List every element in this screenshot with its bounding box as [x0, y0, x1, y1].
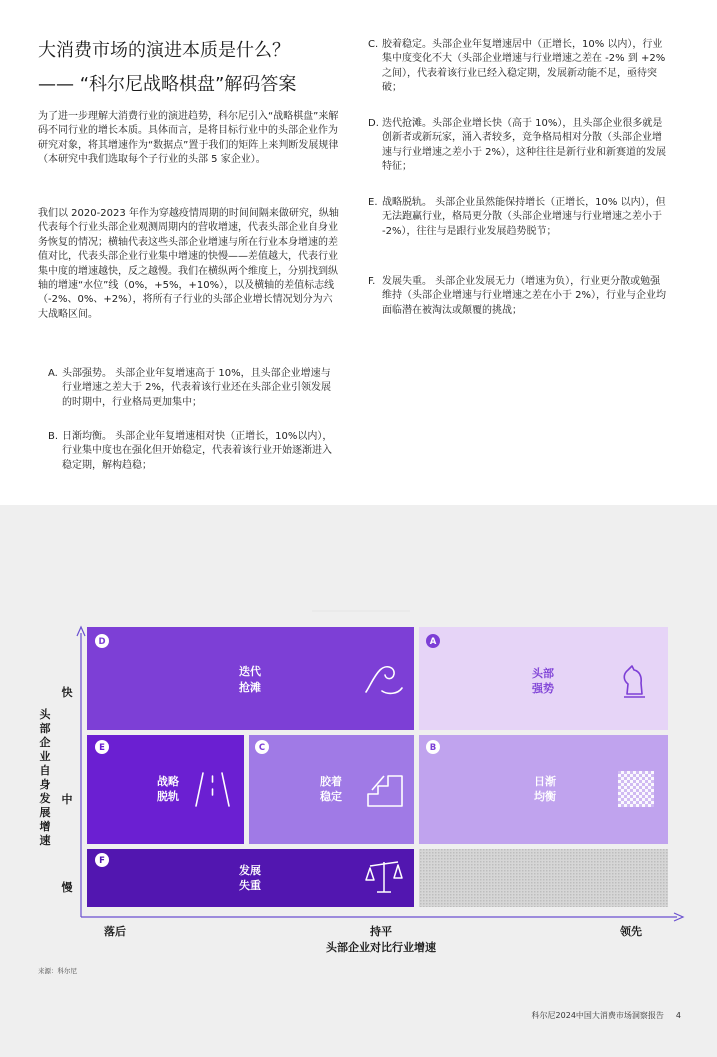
cell-d-line1: 迭代: [239, 665, 261, 678]
cell-d-line2: 抢滩: [239, 681, 261, 694]
page-number: 4: [675, 1011, 681, 1020]
cell-f-line2: 失重: [239, 879, 261, 892]
cell-f-line1: 发展: [239, 864, 261, 877]
list-text: 头部强势。 头部企业年复增速高于 10%，且头部企业增速与行业增速之差大于 2%，代表着该行业还在头部企业引领发展的时期中，行业格局更加集中；: [62, 368, 332, 408]
cell-c: [249, 735, 414, 844]
list-key: F.: [368, 276, 376, 287]
cell-e-line1: 战略: [157, 775, 179, 788]
cell-a: [419, 627, 668, 730]
footer: [532, 1010, 681, 1021]
badge-c-text: C: [258, 743, 266, 753]
x-axis-title: 头部企业对比行业增速: [326, 941, 436, 954]
cell-a-line2: 强势: [532, 682, 554, 695]
y-axis-title-text: 头部企业自身发展增速: [39, 708, 51, 847]
badge-a-text: A: [429, 637, 437, 647]
y-level-fast: 快: [61, 686, 73, 699]
cell-d-bg: [87, 627, 414, 730]
cell-f: [87, 849, 414, 907]
list-key: A.: [48, 368, 58, 379]
badge-e-text: E: [99, 743, 105, 753]
report-name: 科尔尼2024中国大消费市场洞察报告: [531, 1011, 664, 1020]
y-level-mid: 中: [61, 793, 73, 806]
page-title: 大消费市场的演进本质是什么？: [38, 40, 290, 61]
x-level-behind: 落后: [104, 925, 126, 938]
cell-e: [87, 735, 244, 844]
list-text: 胶着稳定。头部企业年复增速居中（正增长，10% 以内），行业集中度变化不大（头部企业增速与行业增速之差在 -2% 到 +2% 之间），代表着该行业已经入稳定期，发展新动能不足，亟待突破；: [382, 39, 666, 94]
list-key: B.: [48, 431, 59, 442]
intro-paragraph: 为了进一步理解大消费行业的演进趋势，科尔尼引入“战略棋盘”来解码不同行业的增长本质。具体而言，是将目标行业中的头部企业作为研究对象，将其增速作为“数据点”置于我们的矩阵上来判断发展规律（本研究中我们选取每个子行业的头部 5 家企业）。: [38, 111, 339, 166]
cell-f-bg: [87, 849, 414, 907]
cell-d: [87, 627, 414, 730]
cell-a-line1: 头部: [532, 667, 554, 680]
list-text: 发展失重。 头部企业发展无力（增速为负），行业更分散或勉强维持（头部企业增速与行业增速之差在小于 2%），行业与企业均面临潜在被淘汰或颠覆的挑战；: [382, 276, 667, 316]
list-text: 迭代抢滩。头部企业增长快（高于 10%），且头部企业很多就是创新者或新玩家，涌入者较多，竞争格局相对分散（头部企业增速与行业增速之差小于 2%），这种往往是新行业和新赛道的发展特征；: [382, 118, 667, 173]
cell-b-line1: 日渐: [534, 775, 556, 788]
cell-c-line2: 稳定: [320, 790, 342, 803]
checkerboard-icon: [618, 771, 654, 807]
empty-dotted-cell: [419, 849, 668, 907]
y-axis-title: [39, 707, 52, 847]
y-level-slow: 慢: [61, 881, 73, 894]
badge-d-text: D: [98, 637, 106, 647]
cell-b-line2: 均衡: [534, 790, 556, 803]
list-text: 战略脱轨。 头部企业虽然能保持增长（正增长，10% 以内），但无法跑赢行业，格局更分散（头部企业增速与行业增速之差小于 -2%），往往与是跟行业发展趋势脱节；: [382, 197, 666, 237]
method-paragraph: 我们以 2020-2023 年作为穿越疫情周期的时间间隔来做研究，纵轴代表每个行业头部企业观测周期内的营收增速，代表头部企业自身业务恢复的情况；横轴代表这些头部企业增速与所在行业本身增速的差值对比，代表头部企业行业集中增速的快慢——差值越大，代表行业集中度的增速越快，反之越慢。我们在横纵两个维度上，分别找到纵轴的增速“水位”线（0%，+5%，+10%），以及横轴的差值标志线（-2%、0%、+2%），将所有子行业的头部企业增长情况划分为六大战略区间。: [38, 208, 339, 320]
x-level-equal: 持平: [370, 925, 392, 938]
cell-c-line1: 胶着: [320, 775, 342, 788]
cell-e-line2: 脱轨: [157, 790, 179, 803]
list-text: 日渐均衡。 头部企业年复增速相对快（正增长，10%以内），行业集中度也在强化但开始稳定，代表着该行业开始逐渐进入稳定期，解构趋稳；: [62, 431, 333, 471]
badge-f-text: F: [99, 856, 105, 866]
x-level-lead: 领先: [620, 925, 642, 938]
list-key: D.: [368, 118, 379, 129]
badge-b-text: B: [429, 743, 437, 753]
list-key: E.: [368, 197, 378, 208]
source-note: 来源：科尔尼: [38, 967, 77, 975]
page-subtitle: —— “科尔尼战略棋盘”解码答案: [38, 74, 297, 95]
list-key: C.: [368, 39, 379, 50]
cell-b: [419, 735, 668, 844]
